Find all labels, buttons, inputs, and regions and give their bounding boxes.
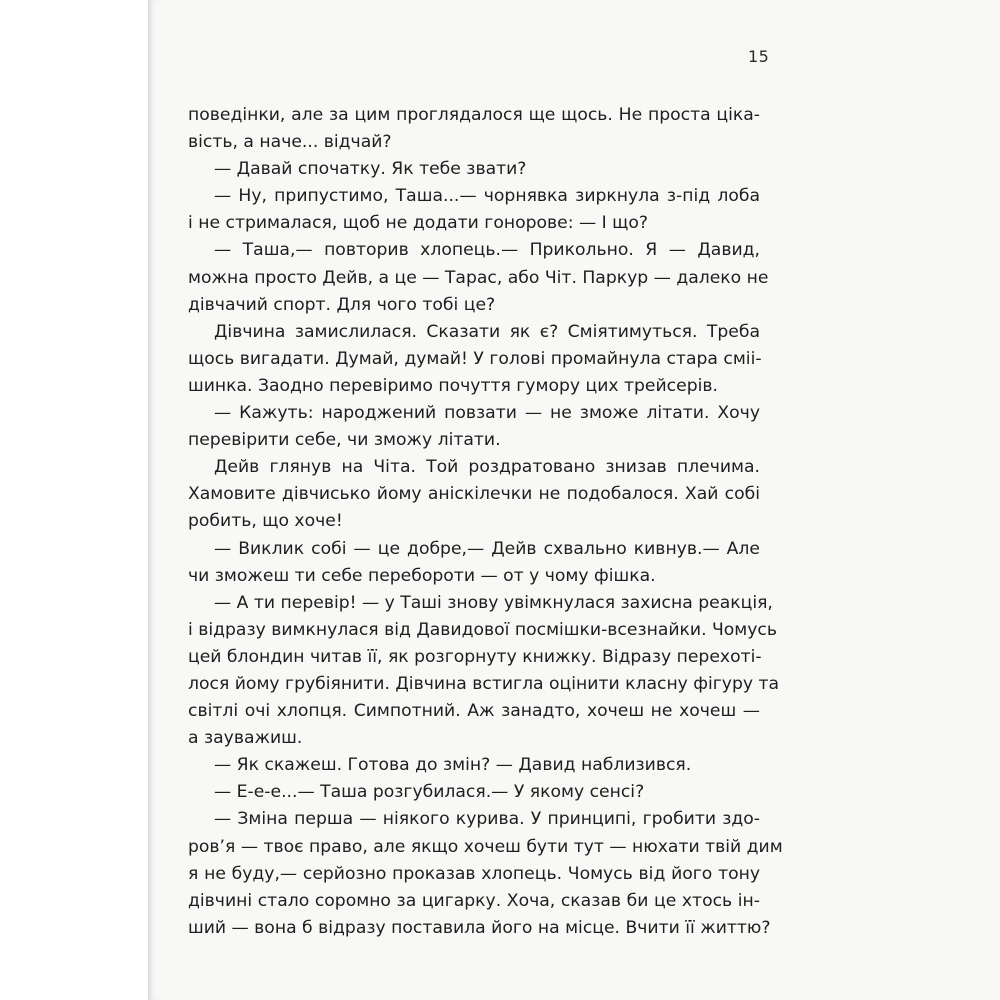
page-number: 15 (748, 47, 770, 66)
text-line: чи зможеш ти себе перебороти — от у чому фішка. (188, 565, 656, 586)
text-line: і не стрималася, щоб не додати гонорове: — І що? (188, 213, 648, 234)
text-line: — Ну, припустимо, Таша...— чорнявка зиркнула з-під лоба (214, 186, 760, 207)
text-line: ший — вона б відразу поставила його на місце. Вчити її життю? (188, 917, 771, 938)
text-line: перевірити себе, чи зможу літати. (188, 430, 501, 451)
text-line: цей блондин читав її, як розгорнуту книжку. Відразу перехоті- (188, 646, 762, 667)
text-line: вість, а наче... відчай? (188, 132, 392, 153)
text-line: — Виклик собі — це добре,— Дейв схвально кивнув.— Але (214, 538, 760, 559)
text-line: — Кажуть: народжений повзати — не зможе літати. Хочу (214, 403, 760, 424)
text-line: дівчині стало соромно за цигарку. Хоча, сказав би це хтось ін- (188, 890, 760, 911)
text-line: — Зміна перша — ніякого курива. У принципі, гробити здо- (214, 809, 760, 830)
text-line: Дейв глянув на Чіта. Той роздратовано знизав плечима. (214, 457, 760, 478)
text-line: робить, що хоче! (188, 511, 343, 532)
text-line: я не буду,— серйозно проказав хлопець. Чомусь від його тону (188, 863, 760, 884)
text-line: поведінки, але за цим проглядалося ще щось. Не проста ціка- (188, 105, 760, 125)
text-line: — Як скажеш. Готова до змін? — Давид наблизився. (214, 755, 692, 776)
text-line: ров’я — твоє право, але якщо хочеш бути тут — нюхати твій дим (188, 836, 783, 857)
text-line: світлі очі хлопця. Симпотний. Аж занадто, хочеш не хочеш — (188, 701, 760, 722)
text-line: щось вигадати. Думай, думай! У голові промайнула стара сміі- (188, 348, 762, 369)
text-line: можна просто Дейв, а це — Тарас, або Чіт. Паркур — далеко не (188, 267, 769, 288)
text-line: шинка. Заодно перевіримо почуття гумору цих трейсерів. (188, 375, 718, 396)
text-line: а зауважиш. (188, 728, 303, 749)
page-text (188, 102, 783, 942)
scan-margin (0, 0, 148, 1000)
text-line: і відразу вимкнулася від Давидової посмішки-всезнайки. Чомусь (188, 619, 778, 640)
text-line: дівчачий спорт. Для чого тобі це? (188, 294, 496, 315)
text-line: — Таша,— повторив хлопець.— Прикольно. Я — Давид, (214, 240, 760, 261)
text-line: Дівчина замислилася. Сказати як є? Сміятимуться. Треба (214, 321, 760, 342)
text-line: — А ти перевір! — у Таші знову увімкнулася захисна реакція, (214, 592, 773, 613)
text-line: лося йому грубіянити. Дівчина встигла оцінити класну фігуру та (188, 673, 780, 694)
text-line: Хамовите дівчисько йому аніскілечки не подобалося. Хай собі (188, 484, 760, 505)
text-line: — Давай спочатку. Як тебе звати? (214, 159, 527, 180)
text-line: — Е-е-е...— Таша розгубилася.— У якому сенсі? (214, 782, 645, 803)
